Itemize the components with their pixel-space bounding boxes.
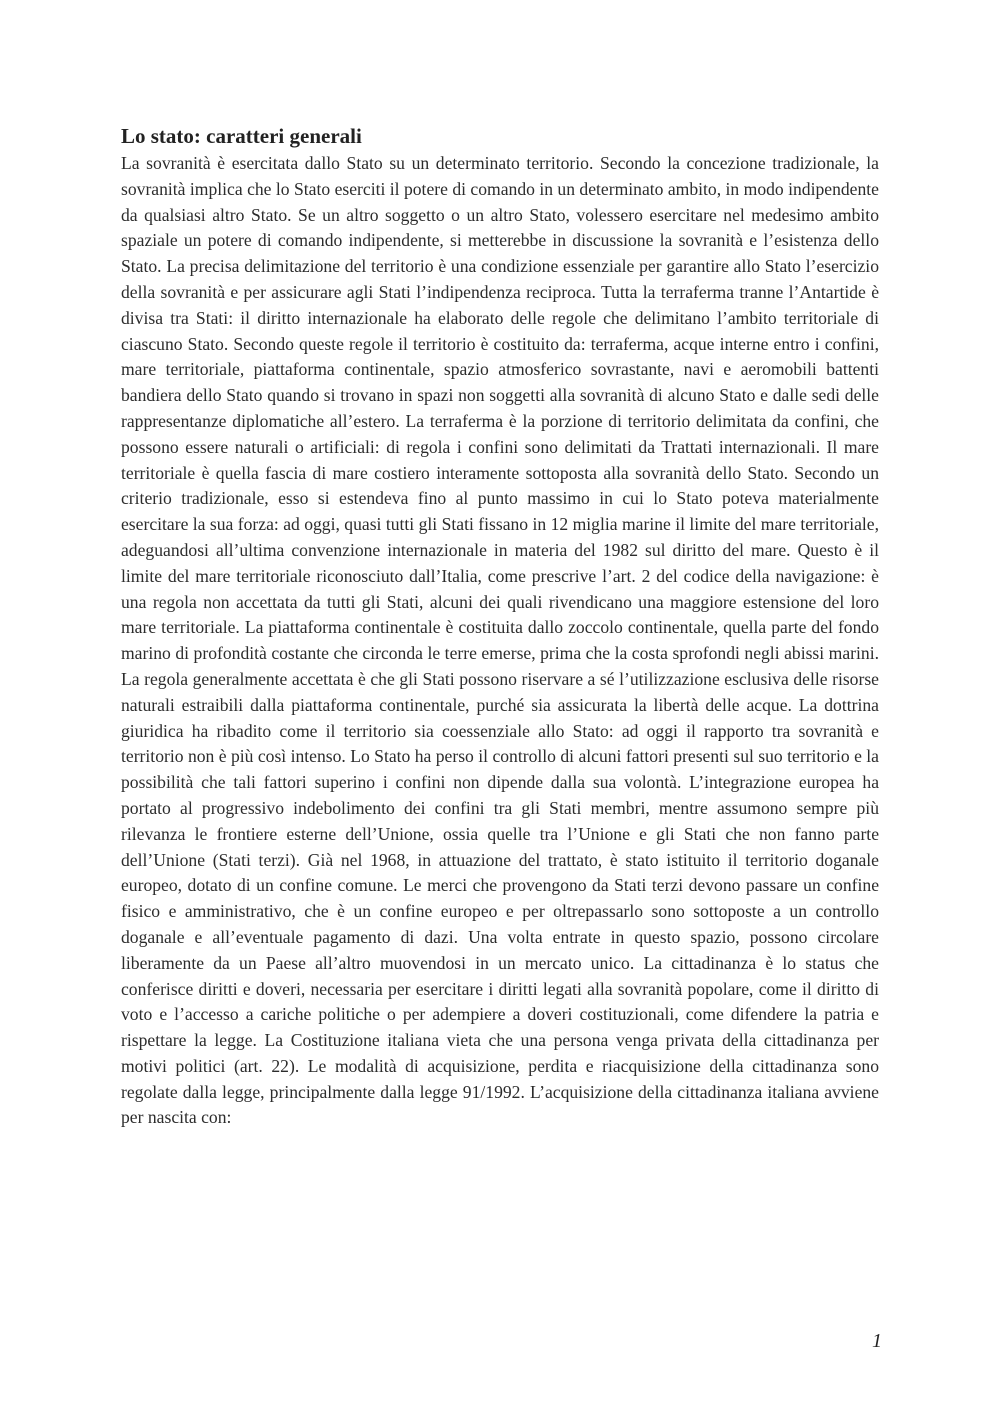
page-number: 1: [872, 1330, 882, 1352]
page-content: [121, 121, 879, 1131]
page-title: Lo stato: caratteri generali: [121, 124, 362, 148]
body-paragraph: La sovranità è esercitata dallo Stato su un determinato territorio. Secondo la concezione tradizionale, la sovranità implica che lo Stato eserciti il potere di comando in un determinato ambito, in modo indipendente da qualsiasi altro Stato. Se un altro soggetto o un altro Stato, volessero esercitare nel medesimo ambito spaziale un potere di comando indipendente, si metterebbe in discussione la sovranità e l’esistenza dello Stato. La precisa delimitazione del territorio è una condizione essenziale per garantire allo Stato l’esercizio della sovranità e per assicurare agli Stati l’indipendenza reciproca. Tutta la terraferma tranne l’Antartide è divisa tra Stati: il diritto internazionale ha elaborato delle regole che delimitano l’ambito territoriale di ciascuno Stato. Secondo queste regole il territorio è costituito da: terraferma, acque interne entro i confini, mare territoriale, piattaforma continentale, spazio atmosferico sovrastante, navi e aeromobili battenti bandiera dello Stato quando si trovano in spazi non soggetti alla sovranità di alcuno Stato e dalle sedi delle rappresentanze diplomatiche all’estero. La terraferma è la porzione di territorio delimitata da confini, che possono essere naturali o artificiali: di regola i confini sono delimitati da Trattati internazionali. Il mare territoriale è quella fascia di mare costiero interamente sottoposta alla sovranità dello Stato. Secondo un criterio tradizionale, esso si estendeva fino al punto massimo in cui lo Stato poteva materialmente esercitare la sua forza: ad oggi, quasi tutti gli Stati fissano in 12 miglia marine il limite del mare territoriale, adeguandosi all’ultima convenzione internazionale in materia del 1982 sul diritto del mare. Questo è il limite del mare territoriale riconosciuto dall’Italia, come prescrive l’art. 2 del codice della navigazione: è una regola non accettata da tutti gli Stati, alcuni dei quali rivendicano una maggiore estensione del loro mare territoriale. La piattaforma continentale è costituita dallo zoccolo continentale, quella parte del fondo marino di profondità costante che circonda le terre emerse, prima che la costa sprofondi negli abissi marini. La regola generalmente accettata è che gli Stati possono riservare a sé l’utilizzazione esclusiva delle risorse naturali estraibili dalla piattaforma continentale, purché sia assicurata la libertà delle acque. La dottrina giuridica ha ribadito come il territorio sia coessenziale allo Stato: ad oggi il rapporto tra sovranità e territorio non è più così intenso. Lo Stato ha perso il controllo di alcuni fattori presenti sul suo territorio e la possibilità che tali fattori superino i confini non dipende dalla sua volontà. L’integrazione europea ha portato al progressivo indebolimento dei confini tra gli Stati membri, mentre assumono sempre più rilevanza le frontiere esterne dell’Unione, ossia quelle tra l’Unione e gli Stati che non fanno parte dell’Unione (Stati terzi). Già nel 1968, in attuazione del trattato, è stato istituito il territorio doganale europeo, dotato di un confine comune. Le merci che provengono da Stati terzi devono passare un confine fisico e amministrativo, che è un confine europeo e per oltrepassarlo sono sottoposte a un controllo doganale e all’eventuale pagamento di dazi. Una volta entrate in questo spazio, possono circolare liberamente da un Paese all’altro muovendosi in un mercato unico. La cittadinanza è lo status che conferisce diritti e doveri, necessaria per esercitare i diritti legati alla sovranità popolare, come il diritto di voto e l’accesso a cariche politiche o per adempiere a doveri costituzionali, come difendere la patria e rispettare la legge. La Costituzione italiana vieta che una persona venga privata della cittadinanza per motivi politici (art. 22). Le modalità di acquisizione, perdita e riacquisizione della cittadinanza sono regolate dalla legge, principalmente dalla legge 91/1992. L’acquisizione della cittadinanza italiana avviene per nascita con:: [121, 153, 879, 1128]
